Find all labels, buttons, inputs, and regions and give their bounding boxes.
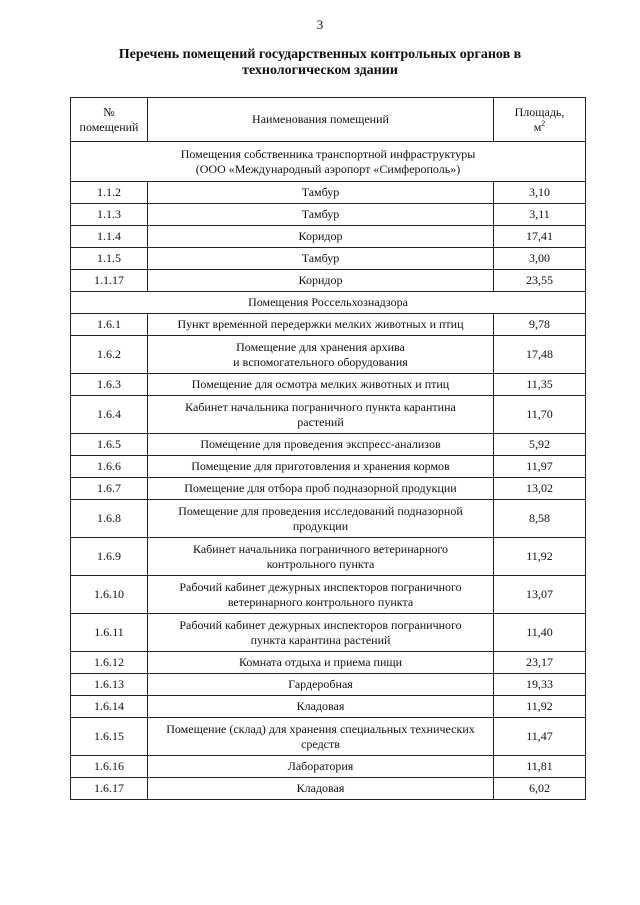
room-name-line-1: Тамбур xyxy=(301,207,340,221)
premises-table xyxy=(70,97,586,800)
room-number-cell: 1.6.9 xyxy=(71,538,148,576)
room-number-cell: 1.6.6 xyxy=(71,456,148,478)
table-row xyxy=(71,204,586,226)
room-area-cell: 11,35 xyxy=(494,374,586,396)
table-row xyxy=(71,182,586,204)
room-name-line-2: растений xyxy=(297,414,344,429)
room-name-line-1: Помещение для проведения экспресс-анализов xyxy=(200,437,441,451)
room-number-cell: 1.6.3 xyxy=(71,374,148,396)
title-line-2: технологическом здании xyxy=(242,63,398,78)
section-cell: Помещения Россельхознадзора xyxy=(71,292,586,314)
room-name-line-1: Помещение для осмотра мелких животных и птиц xyxy=(191,377,450,391)
room-area-cell: 11,47 xyxy=(494,718,586,756)
room-area-cell: 11,70 xyxy=(494,396,586,434)
table-row xyxy=(71,336,586,374)
room-area-cell: 3,00 xyxy=(494,248,586,270)
header-name: Наименования помещений xyxy=(148,98,494,142)
room-name-cell xyxy=(148,456,494,478)
room-name-cell xyxy=(148,696,494,718)
room-area-cell: 23,17 xyxy=(494,652,586,674)
room-name-line-1: Тамбур xyxy=(301,251,340,265)
table-row xyxy=(71,270,586,292)
table-row xyxy=(71,478,586,500)
section-line-2: (ООО «Международный аэропорт «Симферополь») xyxy=(195,161,461,176)
room-name-line-1: Коридор xyxy=(298,273,343,287)
table-row xyxy=(71,314,586,336)
room-name-line-1: Помещение для отбора проб подназорной продукции xyxy=(184,481,457,495)
room-name-cell xyxy=(148,226,494,248)
room-area-cell: 11,92 xyxy=(494,538,586,576)
section-cell xyxy=(71,142,586,182)
room-name-line-2: и вспомогательного оборудования xyxy=(233,354,408,369)
room-area-cell: 17,41 xyxy=(494,226,586,248)
table-row xyxy=(71,576,586,614)
title-line-1: Перечень помещений государственных контрольных органов в xyxy=(118,47,522,62)
room-area-cell: 6,02 xyxy=(494,778,586,800)
room-name-cell xyxy=(148,614,494,652)
room-name-cell xyxy=(148,674,494,696)
room-name-cell xyxy=(148,500,494,538)
room-number-cell: 1.6.4 xyxy=(71,396,148,434)
table-row xyxy=(71,374,586,396)
page-number: 3 xyxy=(316,17,324,32)
area-unit: м xyxy=(533,119,542,134)
table-row xyxy=(71,434,586,456)
header-number-line2: помещений xyxy=(79,119,139,134)
table-row xyxy=(71,226,586,248)
table-body xyxy=(71,142,586,800)
room-number-cell: 1.6.10 xyxy=(71,576,148,614)
table-row xyxy=(71,456,586,478)
room-name-line-2: ветеринарного контрольного пункта xyxy=(227,594,414,609)
room-area-cell: 8,58 xyxy=(494,500,586,538)
room-area-cell: 11,81 xyxy=(494,756,586,778)
table-row xyxy=(71,500,586,538)
room-number-cell: 1.6.16 xyxy=(71,756,148,778)
room-area-cell: 9,78 xyxy=(494,314,586,336)
table-row xyxy=(71,652,586,674)
table-header-row xyxy=(71,98,586,142)
document-title xyxy=(60,47,580,79)
room-number-cell: 1.6.13 xyxy=(71,674,148,696)
room-number-cell: 1.6.1 xyxy=(71,314,148,336)
room-number-cell: 1.1.2 xyxy=(71,182,148,204)
room-name-line-1: Комната отдыха и приема пищи xyxy=(238,655,403,669)
header-area-unit xyxy=(498,120,581,135)
table-row xyxy=(71,718,586,756)
room-name-line-1: Гардеробная xyxy=(288,677,353,691)
room-name-line-1: Помещение для приготовления и хранения кормов xyxy=(191,459,450,473)
room-number-cell: 1.6.5 xyxy=(71,434,148,456)
table-row xyxy=(71,696,586,718)
room-name-line-1: Тамбур xyxy=(301,185,340,199)
table-row xyxy=(71,614,586,652)
room-name-cell xyxy=(148,718,494,756)
room-name-cell xyxy=(148,314,494,336)
header-number-line1: № xyxy=(103,104,115,119)
table-row xyxy=(71,396,586,434)
room-number-cell: 1.6.2 xyxy=(71,336,148,374)
room-area-cell: 11,97 xyxy=(494,456,586,478)
area-unit-exponent: 2 xyxy=(541,118,546,128)
section-line-1: Помещения собственника транспортной инфраструктуры xyxy=(180,146,476,161)
room-number-cell: 1.6.8 xyxy=(71,500,148,538)
section-row-rosselkhoznadzor xyxy=(71,292,586,314)
room-name-line-1: Помещение (склад) для хранения специальных технических xyxy=(166,721,475,736)
room-name-line-1: Пункт временной передержки мелких животных и птиц xyxy=(177,317,464,331)
room-number-cell: 1.6.17 xyxy=(71,778,148,800)
room-area-cell: 3,11 xyxy=(494,204,586,226)
room-name-line-1: Коридор xyxy=(298,229,343,243)
header-area-line1: Площадь, xyxy=(514,104,565,119)
room-area-cell: 5,92 xyxy=(494,434,586,456)
room-name-line-1: Кабинет начальника пограничного ветеринарного xyxy=(192,541,448,556)
section-row-owner xyxy=(71,142,586,182)
room-name-cell xyxy=(148,204,494,226)
room-name-line-1: Кабинет начальника пограничного пункта карантина xyxy=(185,399,456,414)
room-name-cell xyxy=(148,182,494,204)
room-number-cell: 1.1.3 xyxy=(71,204,148,226)
room-name-line-1: Помещение для хранения архива xyxy=(236,339,405,354)
room-name-cell xyxy=(148,756,494,778)
room-name-cell xyxy=(148,778,494,800)
room-name-cell xyxy=(148,576,494,614)
room-number-cell: 1.1.5 xyxy=(71,248,148,270)
room-area-cell: 11,40 xyxy=(494,614,586,652)
room-area-cell: 13,07 xyxy=(494,576,586,614)
room-name-cell xyxy=(148,478,494,500)
room-area-cell: 19,33 xyxy=(494,674,586,696)
room-area-cell: 17,48 xyxy=(494,336,586,374)
table-row xyxy=(71,778,586,800)
room-name-cell xyxy=(148,270,494,292)
room-number-cell: 1.6.12 xyxy=(71,652,148,674)
room-name-line-2: средств xyxy=(301,736,340,751)
room-area-cell: 13,02 xyxy=(494,478,586,500)
room-area-cell: 3,10 xyxy=(494,182,586,204)
header-number xyxy=(71,98,148,142)
room-name-cell xyxy=(148,374,494,396)
room-name-line-1: Кладовая xyxy=(296,699,345,713)
table-row xyxy=(71,538,586,576)
table-row xyxy=(71,756,586,778)
room-name-line-2: пункта карантина растений xyxy=(250,632,391,647)
room-name-cell xyxy=(148,336,494,374)
room-number-cell: 1.1.17 xyxy=(71,270,148,292)
table-row xyxy=(71,248,586,270)
room-name-line-2: продукции xyxy=(292,518,349,533)
room-number-cell: 1.6.7 xyxy=(71,478,148,500)
room-name-line-1: Кладовая xyxy=(296,781,345,795)
room-name-line-2: контрольного пункта xyxy=(266,556,375,571)
room-number-cell: 1.6.14 xyxy=(71,696,148,718)
room-name-cell xyxy=(148,248,494,270)
room-area-cell: 23,55 xyxy=(494,270,586,292)
header-area xyxy=(494,98,586,142)
room-name-cell xyxy=(148,396,494,434)
room-number-cell: 1.6.15 xyxy=(71,718,148,756)
room-number-cell: 1.1.4 xyxy=(71,226,148,248)
room-name-line-1: Рабочий кабинет дежурных инспекторов пограничного xyxy=(179,617,462,632)
room-name-line-1: Помещение для проведения исследований подназорной xyxy=(178,503,463,518)
room-number-cell: 1.6.11 xyxy=(71,614,148,652)
room-name-line-1: Лаборатория xyxy=(287,759,354,773)
room-name-line-1: Рабочий кабинет дежурных инспекторов пограничного xyxy=(179,579,462,594)
room-area-cell: 11,92 xyxy=(494,696,586,718)
room-name-cell xyxy=(148,652,494,674)
table-row xyxy=(71,674,586,696)
room-name-cell xyxy=(148,538,494,576)
room-name-cell xyxy=(148,434,494,456)
